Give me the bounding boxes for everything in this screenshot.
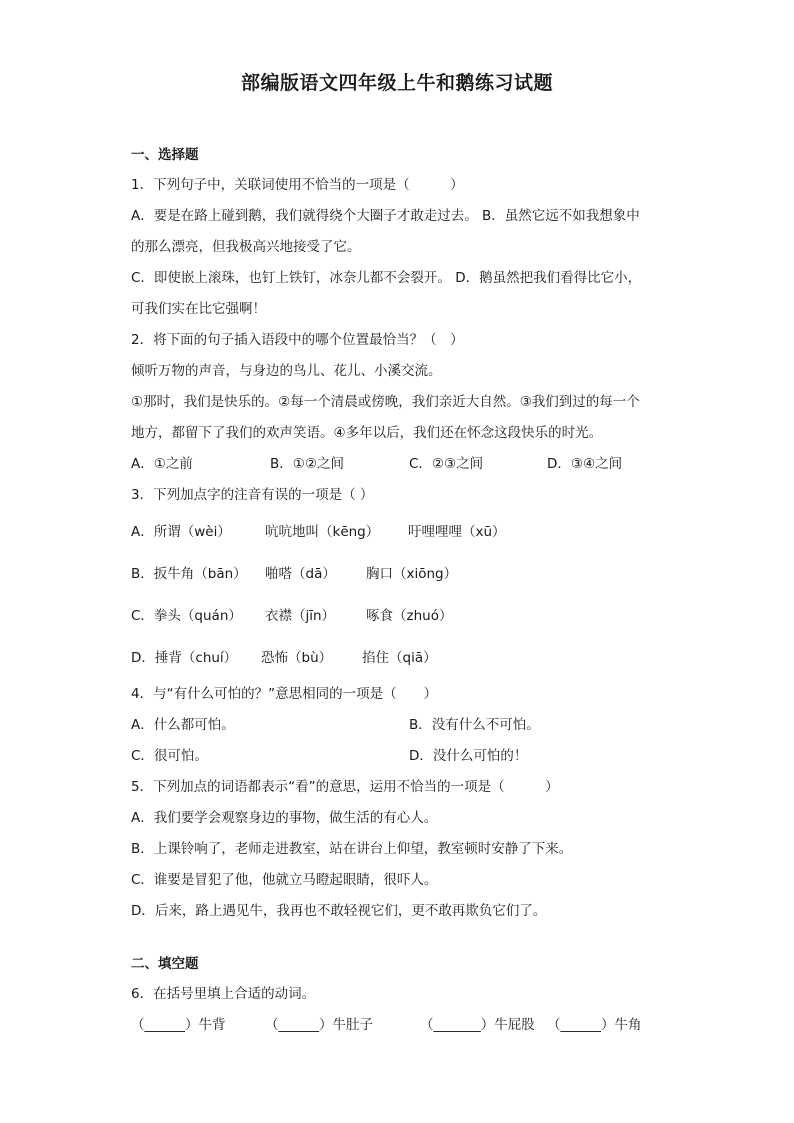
- fill-blank-item: （______）牛肚子: [265, 1017, 373, 1033]
- question-stem: 5．下列加点的词语都表示“看”的意思，运用不恰当的一项是（ ）: [131, 779, 559, 795]
- question-stem: 1．下列句子中，关联词使用不恰当的一项是（ ）: [131, 177, 464, 193]
- options-row-1: [131, 710, 676, 741]
- question-4: [131, 679, 676, 772]
- option-a: A．什么都可怕。: [131, 717, 235, 733]
- page-title: 部编版语文四年级上牛和鹅练习试题: [240, 72, 553, 94]
- pinyin-item: 啄食（zhuó）: [366, 608, 453, 624]
- pinyin-item: D．捶背（chuí）: [131, 650, 238, 666]
- fill-blank-item: （______）牛角: [547, 1017, 642, 1033]
- section-heading-choice: 一、选择题: [131, 147, 199, 163]
- passage-line2: 地方，都留下了我们的欢声笑语。④多年以后，我们还在怀念这段快乐的时光。: [131, 425, 603, 441]
- option-b: B．上课铃响了，老师走进教室，站在讲台上仰望，教室顿时安静了下来。: [131, 841, 573, 857]
- option-row-a: [131, 511, 676, 553]
- option-row-d: [131, 637, 676, 679]
- question-6: [131, 979, 676, 1041]
- question-stem: 4．与“有什么可怕的？”意思相同的一项是（ ）: [131, 686, 438, 702]
- question-2: [131, 325, 676, 480]
- pinyin-item: C．拳头（quán）: [131, 608, 242, 624]
- option-row-c: [131, 595, 676, 637]
- fill-blank-item: （_______）牛屁股: [420, 1017, 535, 1033]
- option-d: D．③④之间: [547, 456, 623, 472]
- pinyin-item: 啪嗒（dā）: [265, 566, 336, 582]
- option-cd-line1: C．即使嵌上滚珠，也钉上铁钉，冰奈儿都不会裂开。 D．鹅虽然把我们看得比它小，: [131, 270, 642, 286]
- pinyin-item: A．所谓（wèi）: [131, 524, 231, 540]
- passage-line1: ①那时，我们是快乐的。②每一个清晨或傍晚，我们亲近大自然。③我们到过的每一个: [131, 394, 640, 410]
- insert-sentence: 倾听万物的声音，与身边的鸟儿、花儿、小溪交流。: [131, 363, 442, 379]
- pinyin-item: 掐住（qiā）: [362, 650, 437, 666]
- option-c: C．谁要是冒犯了他，他就立马瞪起眼睛，很吓人。: [131, 872, 438, 888]
- option-row-b: [131, 553, 676, 595]
- fill-blank-row: [131, 1010, 676, 1041]
- option-ab-line1: A．要是在路上碰到鹅，我们就得绕个大圈子才敢走过去。 B．虽然它远不如我想象中: [131, 208, 640, 224]
- pinyin-item: B．扳牛角（bān）: [131, 566, 247, 582]
- option-cd-line2: 可我们实在比它强啊！: [131, 301, 266, 317]
- option-a: A．我们要学会观察身边的事物，做生活的有心人。: [131, 810, 438, 826]
- option-c: C．②③之间: [409, 456, 484, 472]
- section-gap: [131, 927, 676, 949]
- section-heading-fill: 二、填空题: [131, 956, 199, 972]
- option-d: D．没什么可怕的！: [409, 748, 528, 764]
- option-ab-line2: 的那么漂亮，但我极高兴地接受了它。: [131, 239, 361, 255]
- question-3: [131, 480, 676, 679]
- option-a: A．①之前: [131, 456, 193, 472]
- option-d: D．后来，路上遇见牛，我再也不敢轻视它们，更不敢再欺负它们了。: [131, 903, 547, 919]
- question-stem: 2．将下面的句子插入语段中的哪个位置最恰当？（ ）: [131, 332, 464, 348]
- question-stem: 6．在括号里填上合适的动词。: [131, 986, 316, 1002]
- question-1: [131, 170, 676, 325]
- pinyin-item: 恐怖（bù）: [261, 650, 333, 666]
- question-5: [131, 772, 676, 927]
- options-row-2: [131, 741, 676, 772]
- pinyin-item: 胸口（xiōng）: [366, 566, 458, 582]
- worksheet-content: [131, 140, 676, 1041]
- pinyin-item: 衣襟（jīn）: [265, 608, 336, 624]
- option-b: B．没有什么不可怕。: [409, 717, 540, 733]
- question-stem: 3．下列加点字的注音有误的一项是（ ）: [131, 487, 374, 503]
- option-c: C．很可怕。: [131, 748, 208, 764]
- pinyin-item: 吭吭地叫（kēng）: [265, 524, 380, 540]
- fill-blank-item: （______）牛背: [131, 1017, 226, 1033]
- option-b: B．①②之间: [270, 456, 344, 472]
- options-row: [131, 449, 676, 480]
- pinyin-item: 吁哩哩哩（xū）: [408, 524, 506, 540]
